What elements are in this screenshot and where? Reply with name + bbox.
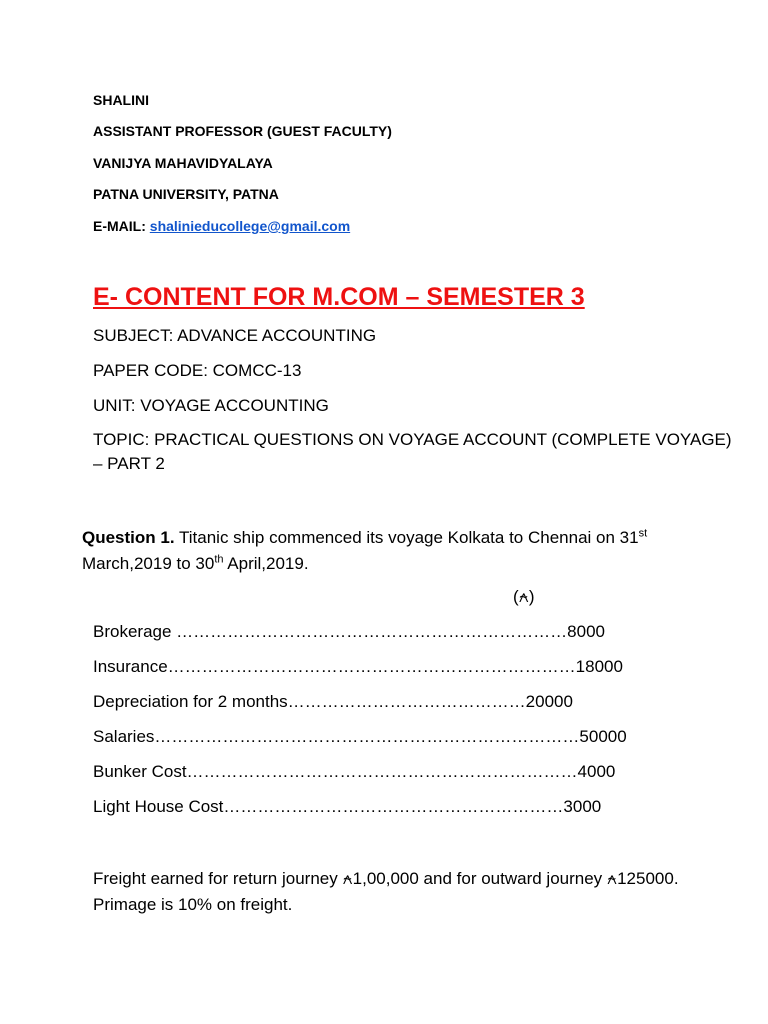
question-text <box>82 525 722 577</box>
email-label: E-MAIL: <box>93 218 146 234</box>
question-sup1: st <box>638 527 648 540</box>
expense-row: Brokerage ……………………………………………………………8000 <box>93 622 605 641</box>
question-sup2: th <box>214 553 224 566</box>
expense-row: Light House Cost……………………………………………………3000 <box>93 797 602 816</box>
author-email-line <box>93 218 350 234</box>
expense-row: Bunker Cost……………………………………………………………4000 <box>93 762 616 781</box>
question-label: Question 1. <box>82 528 175 547</box>
freight-paragraph: Freight earned for return journey ⍲1,00,000 and for outward journey ⍲125000. Primage is 10% on freight. <box>93 869 679 914</box>
question-text-part2: March,2019 to 30 <box>82 554 215 573</box>
expense-row: Salaries…………………………………………………………………50000 <box>93 727 627 746</box>
author-college: VANIJYA MAHAVIDYALAYA <box>93 155 273 171</box>
author-university: PATNA UNIVERSITY, PATNA <box>93 186 279 202</box>
question-text-part3: April,2019. <box>223 554 309 573</box>
subject-line: SUBJECT: ADVANCE ACCOUNTING <box>93 326 377 345</box>
topic-line: TOPIC: PRACTICAL QUESTIONS ON VOYAGE ACCOUNT (COMPLETE VOYAGE) – PART 2 <box>93 430 732 473</box>
email-link[interactable]: shalinieducollege@gmail.com <box>149 218 351 234</box>
expense-row: Insurance………………………………………………………………18000 <box>93 657 623 676</box>
unit-line: UNIT: VOYAGE ACCOUNTING <box>93 396 329 415</box>
paper-code-line: PAPER CODE: COMCC-13 <box>93 361 302 380</box>
author-designation: ASSISTANT PROFESSOR (GUEST FACULTY) <box>93 123 392 139</box>
author-name: SHALINI <box>93 92 149 108</box>
page-title: E- CONTENT FOR M.COM – SEMESTER 3 <box>93 283 585 311</box>
currency-header: (⍲) <box>513 587 535 606</box>
expense-row: Depreciation for 2 months……………………………………20000 <box>93 692 573 711</box>
question-text-part1: Titanic ship commenced its voyage Kolkata to Chennai on 31 <box>179 528 639 547</box>
